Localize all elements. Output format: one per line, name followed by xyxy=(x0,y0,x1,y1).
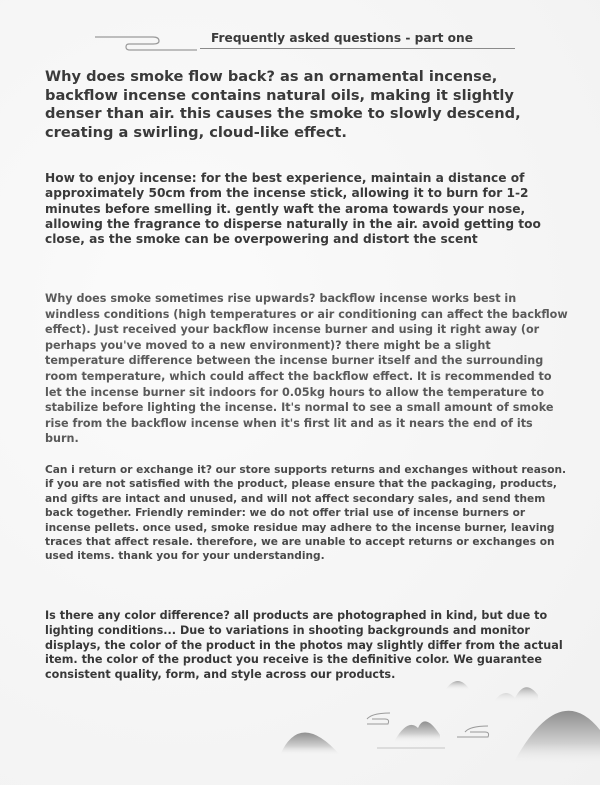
faq-color-difference: Is there any color difference? all products are photographed in kind, but due to lighting conditions... Due to variations in shooting backgrounds and monitor displays, the color of the product in the photos may slightly differ from the actual item. the color of the product you receive is the definitive color. We guarantee consistent quality, form, and style across our products. xyxy=(45,609,563,682)
header-underline xyxy=(200,48,515,49)
cloud-line-icon xyxy=(367,713,390,724)
faq-how-to-enjoy: How to enjoy incense: for the best experience, maintain a distance of approximately 50cm from the incense stick, allowing it to burn for 1-2 minutes before smelling it. gently waft the aroma towards your nose, allowing the fragrance to disperse naturally in the air. avoid getting too close, as the smoke can be overpowering and distort the scent xyxy=(45,171,541,247)
page-title: Frequently asked questions - part one xyxy=(211,31,473,45)
cloud-swirl-icon xyxy=(95,32,205,52)
mountain-landscape-illustration xyxy=(0,660,600,785)
faq-smoke-rise-upwards: Why does smoke sometimes rise upwards? backflow incense works best in windless conditions (high temperatures or air conditioning can affect the backflow effect). Just received your backflow incense burner and using it right away (or perhaps you've moved to a new environment)? there might be a slight temperature difference between the incense burner itself and the surrounding room temperature, which could affect the backflow effect. It is recommended to let the incense burner sit indoors for 0.05kg hours to allow the temperature to stabilize before lighting the incense. It's normal to see a small amount of smoke rise from the backflow incense when it's first lit and as it nears the end of its burn. xyxy=(45,292,568,446)
mountain-peak-icon xyxy=(515,711,600,765)
mountain-peak-icon xyxy=(280,733,340,756)
faq-smoke-flow-back: Why does smoke flow back? as an ornamental incense, backflow incense contains natural oils, making it slightly denser than air. this causes the smoke to slowly descend, creating a swirling, cloud-like effect. xyxy=(45,68,521,141)
section-header xyxy=(0,28,600,54)
mountain-peak-icon xyxy=(395,721,440,742)
cloud-line-icon xyxy=(457,726,489,737)
faq-return-exchange: Can i return or exchange it? our store supports returns and exchanges without reason. if you are not satisfied with the product, please ensure that the packaging, products, and gifts are intact and unused, and will not affect secondary sales, and send them back together. Friendly reminder: we do not offer trial use of incense burners or incense pellets. once used, smoke residue may adhere to the incense burner, leaving traces that affect resale. therefore, we are unable to accept returns or exchanges on used items. thank you for your understanding. xyxy=(45,464,567,563)
mountain-peak-icon xyxy=(445,681,470,690)
mountain-peak-icon xyxy=(495,687,538,702)
